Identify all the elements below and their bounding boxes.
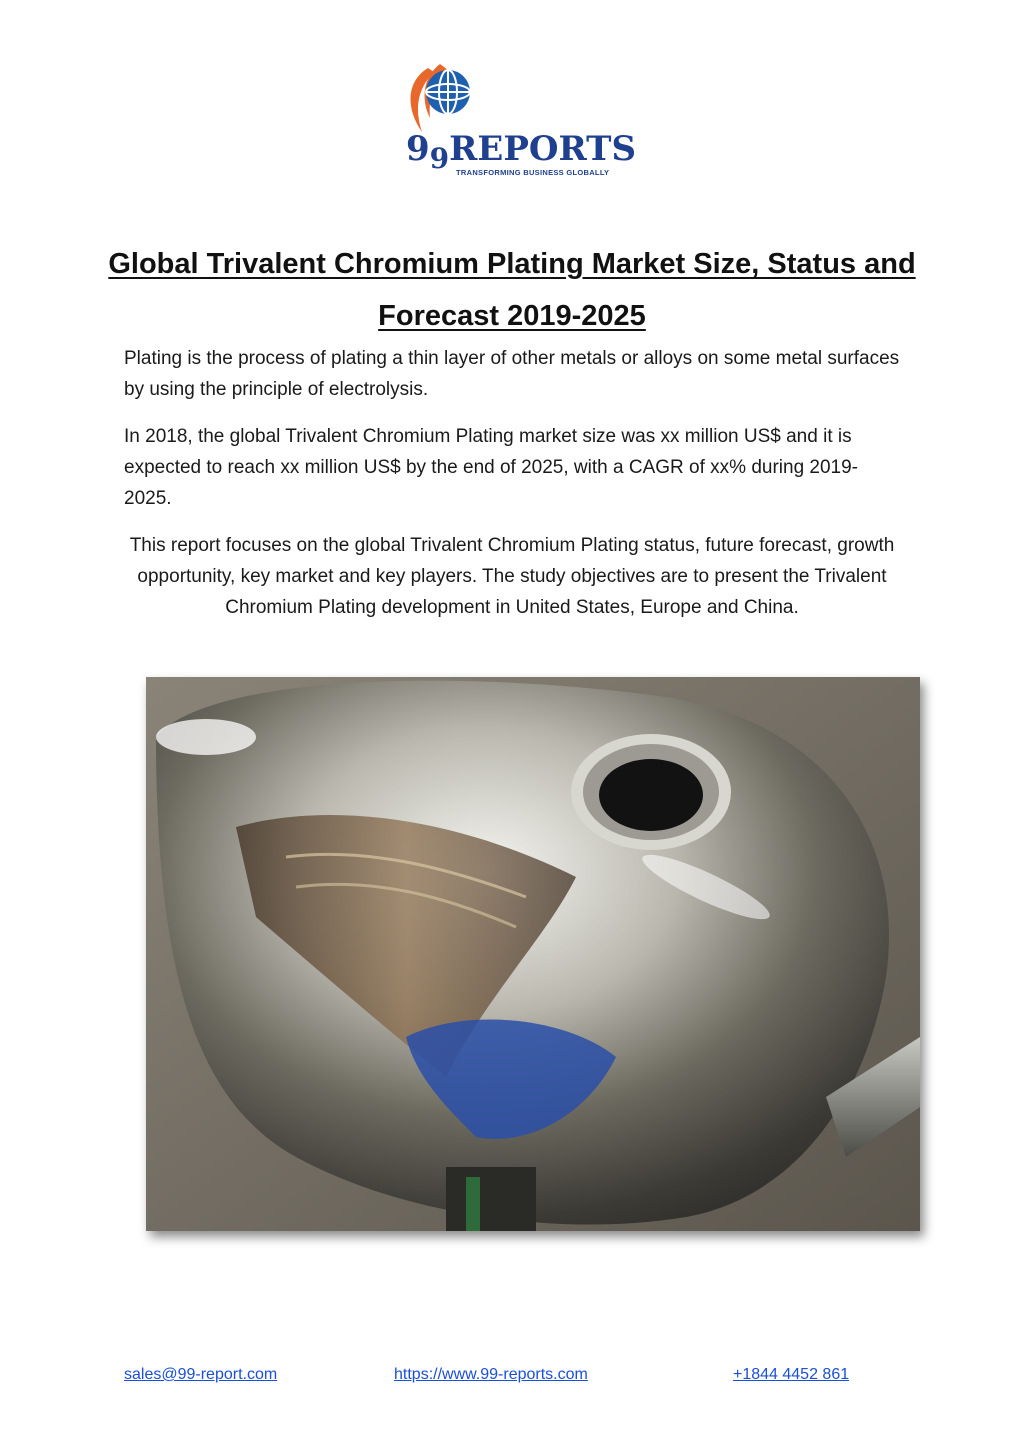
footer-website-link[interactable]: https://www.99-reports.com	[394, 1366, 588, 1383]
logo-prefix-b: 9	[429, 142, 450, 175]
paragraph-definition: Plating is the process of plating a thin layer of other metals or alloys on some metal surfaces by using the principle of electrolysis.	[124, 348, 900, 400]
logo-prefix-a: 9	[406, 129, 430, 169]
document-title: Global Trivalent Chromium Plating Market Size, Status and Forecast 2019-2025	[108, 248, 916, 332]
chrome-tank-photo	[146, 677, 920, 1231]
footer-email-link[interactable]: sales@99-report.com	[124, 1366, 278, 1383]
logo-tagline: TRANSFORMING BUSINESS GLOBALLY	[456, 168, 610, 177]
footer-phone-link[interactable]: +1844 4452 861	[733, 1366, 850, 1383]
globe-icon	[400, 58, 630, 138]
paragraph-report-focus: This report focuses on the global Trivalent Chromium Plating status, future forecast, growth opportunity, key market and key players. The study objectives are to present the Trivalent Chromium Plating development in United States, Europe and China.	[129, 535, 895, 618]
paragraph-market-size: In 2018, the global Trivalent Chromium Plating market size was xx million US$ and it is expected to reach xx million US$ by the end of 2025, with a CAGR of xx% during 2019-2025.	[124, 426, 859, 509]
logo-word: REPORTS	[449, 129, 637, 169]
company-logo	[400, 58, 637, 186]
